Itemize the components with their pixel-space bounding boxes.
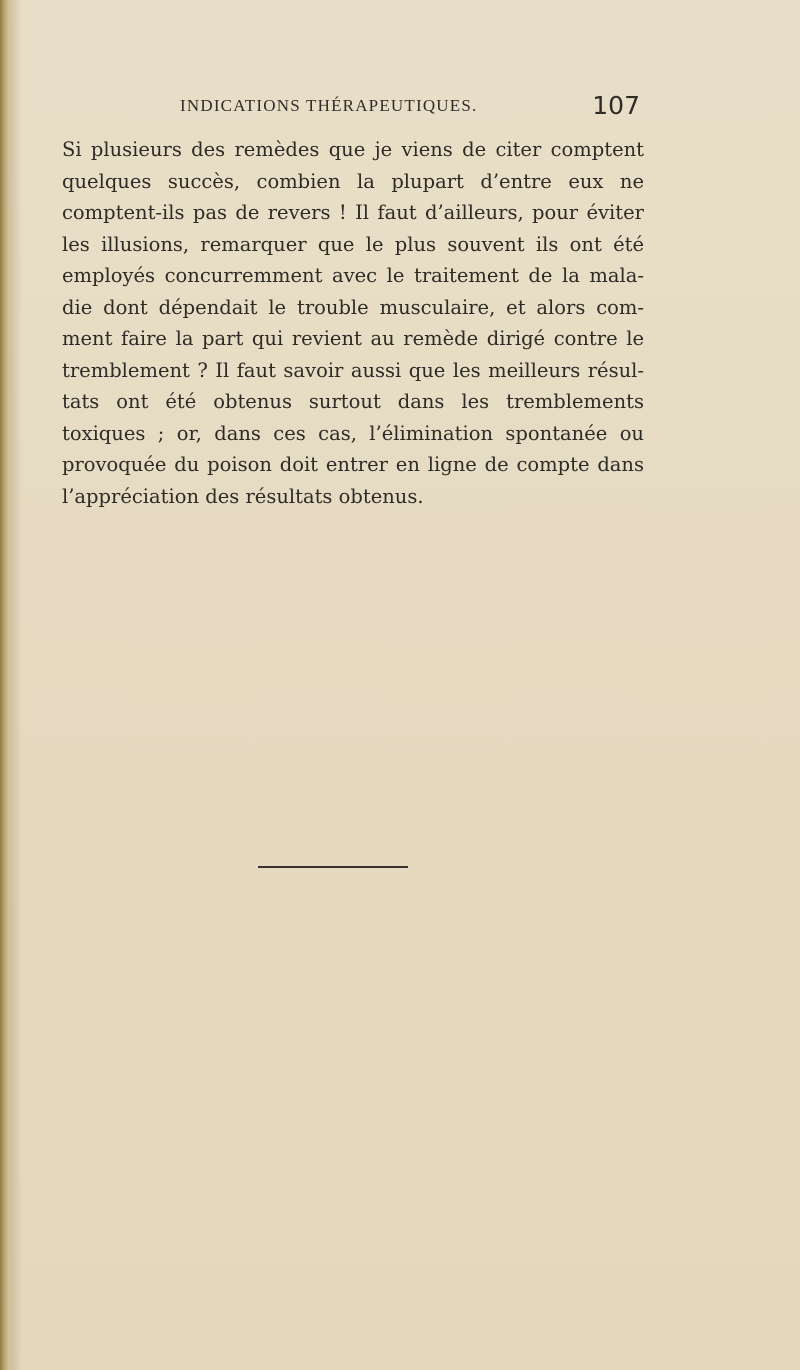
text-line: die dont dépendait le trouble musculaire, et alors com- <box>62 295 644 319</box>
text-line: provoquée du poison doit entrer en ligne de compte dans <box>62 453 644 476</box>
page-binding-edge <box>0 0 10 1370</box>
text-line: Si plusieurs des remèdes que je viens de citer comptent <box>62 138 644 161</box>
text-line: toxiques ; or, dans ces cas, l’élimination spontanée ou <box>62 421 644 445</box>
text-line: tats ont été obtenus surtout dans les tremblements <box>62 390 644 413</box>
text-line: les illusions, remarquer que le plus souvent ils ont été <box>62 232 644 256</box>
body-paragraph <box>62 134 644 512</box>
text-line: ment faire la part qui revient au remède dirigé contre le <box>62 327 644 350</box>
page-number: 107 <box>592 91 640 120</box>
text-line: tremblement ? Il faut savoir aussi que les meilleurs résul- <box>62 358 644 382</box>
running-title: INDICATIONS THÉRAPEUTIQUES. <box>180 96 478 115</box>
text-line: quelques succès, combien la plupart d’entre eux ne <box>62 169 644 193</box>
text-line: employés concurremment avec le traitement de la mala- <box>62 264 644 287</box>
text-line-last: l’appréciation des résultats obtenus. <box>62 484 424 508</box>
page-binding-shadow <box>10 0 22 1370</box>
running-head <box>60 91 640 126</box>
section-end-rule <box>258 866 408 868</box>
text-line: comptent-ils pas de revers ! Il faut d’ailleurs, pour éviter <box>62 201 644 224</box>
